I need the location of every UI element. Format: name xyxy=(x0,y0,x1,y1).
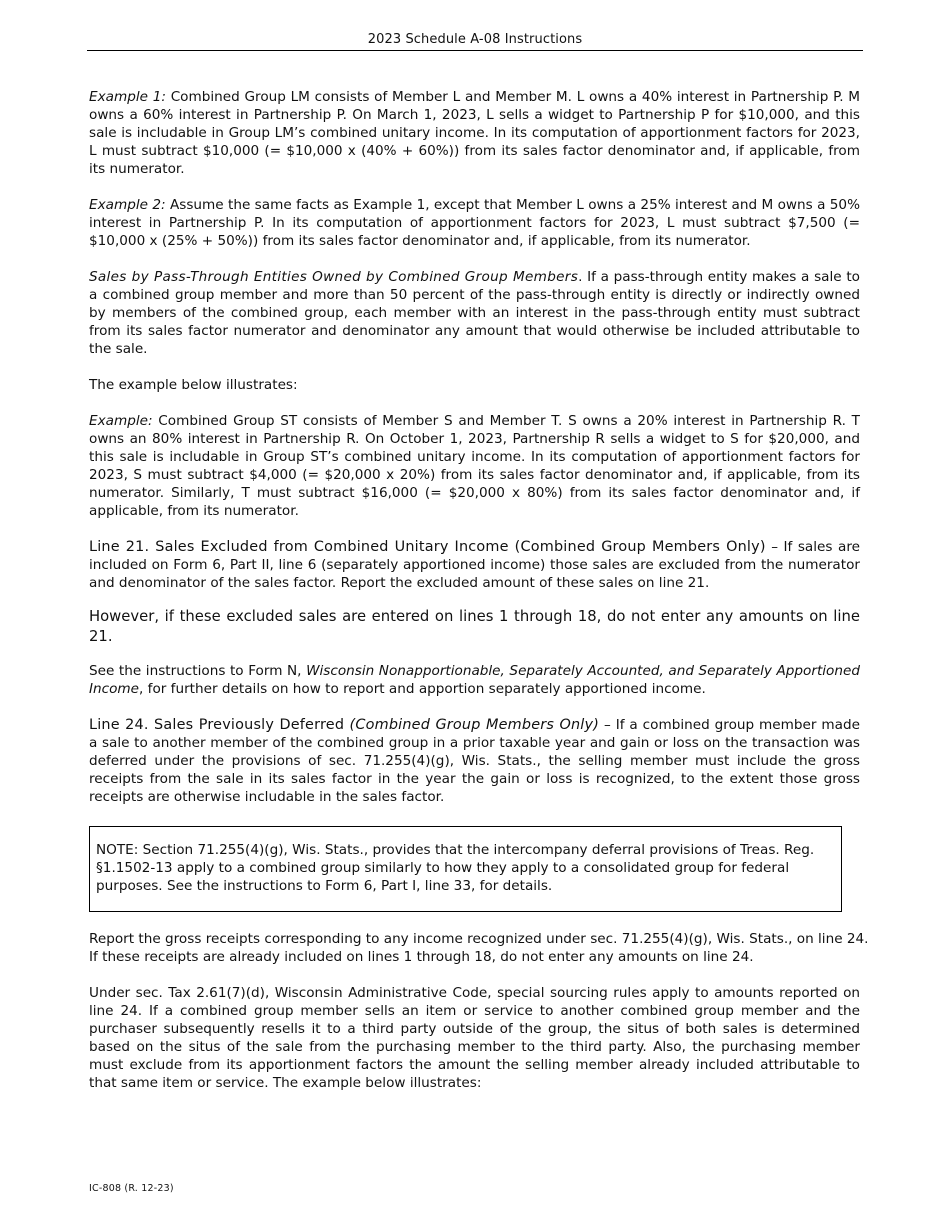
example-1-label: Example 1: xyxy=(89,89,166,105)
note-text: NOTE: Section 71.255(4)(g), Wis. Stats., provides that the intercompany deferral provisions of Treas. Reg. §1.1502-13 apply to a combined group similarly to how they apply to a consolidated group for federal purposes. See the instructions to Form 6, Part I, line 33, for details. xyxy=(96,842,815,894)
example-1-text: Combined Group LM consists of Member L and Member M. L owns a 40% interest in Partnership P. M owns a 60% interest in Partnership P. On March 1, 2023, L sells a widget to Partnership P for $10,000, and this sale is includable in Group LM’s combined unitary income. In its computation of apportionment factors for 2023, L must subtract $10,000 (= $10,000 x (40% + 60%)) from its sales factor denominator and, if applicable, from its numerator. xyxy=(89,89,861,177)
document-body xyxy=(89,88,869,1092)
example-2-text: Assume the same facts as Example 1, except that Member L owns a 25% interest and M owns a 50% interest in Partnership P. In its computation of apportionment factors for 2023, L must subtract $7,500 (= $10,000 x (25% + 50%)) from its sales factor denominator and, if applicable, from its numerator. xyxy=(89,197,860,249)
line-21-text: – If sales are included on Form 6, Part II, line 6 (separately apportioned income) those sales are excluded from the numerator and denominator of the sales factor. Report the excluded amount of these sales on line 21. xyxy=(89,539,861,591)
pass-through-paragraph xyxy=(89,268,860,358)
form-n-paragraph xyxy=(89,662,860,698)
pass-through-heading: Sales by Pass-Through Entities Owned by Combined Group Members xyxy=(89,269,579,285)
line-24-heading-italic: (Combined Group Members Only) xyxy=(349,717,600,733)
line-21-heading: Line 21. Sales Excluded from Combined Unitary Income (Combined Group Members Only) xyxy=(89,539,766,555)
example-3-paragraph xyxy=(89,412,860,520)
however-paragraph: However, if these excluded sales are entered on lines 1 through 18, do not enter any amounts on line 21. xyxy=(89,608,860,645)
example-1-paragraph xyxy=(89,88,860,178)
line-24-paragraph xyxy=(89,716,860,806)
header-divider xyxy=(87,50,863,51)
form-n-title: Wisconsin Nonapportionable, Separately Accounted, and Separately Apportioned Income xyxy=(89,663,860,697)
form-n-before: See the instructions to Form N, xyxy=(89,663,307,679)
page-header-title: 2023 Schedule A-08 Instructions xyxy=(367,32,583,47)
under-sec-paragraph: Under sec. Tax 2.61(7)(d), Wisconsin Administrative Code, special sourcing rules apply to amounts reported on line 24. If a combined group member sells an item or service to another combined group member and the purchaser subsequently resells it to a third party outside of the group, the situs of both sales is determined based on the situs of the sale from the purchasing member to the third party. Also, the purchasing member must exclude from its apportionment factors the amount the selling member already included attributable to that same item or service. The example below illustrates: xyxy=(89,985,860,1091)
line-24-text: – If a combined group member made a sale to another member of the combined group in a prior taxable year and gain or loss on the transaction was deferred under the provisions of sec. 71.255(4)(g), Wis. Stats., the selling member must include the gross receipts from the sale in its sales factor in the year the gain or loss is recognized, to the extent those gross receipts are otherwise includable in the sales factor. xyxy=(89,717,860,805)
form-footer-code: IC-808 (R. 12-23) xyxy=(89,1183,174,1194)
pass-through-text: . If a pass-through entity makes a sale to a combined group member and more than 50 percent of the pass-through entity is directly or indirectly owned by members of the combined group, each member with an interest in the pass-through entity must subtract from its sales factor numerator and denominator any amount that would otherwise be included attributable to the sale. xyxy=(89,269,860,357)
example-3-label: Example: xyxy=(89,413,153,429)
example-2-label: Example 2: xyxy=(89,197,166,213)
line-21-paragraph xyxy=(89,538,860,592)
illustrates-intro: The example below illustrates: xyxy=(89,377,298,393)
example-2-paragraph xyxy=(89,196,860,250)
form-n-after: , for further details on how to report and apportion separately apportioned income. xyxy=(139,681,706,697)
example-3-text: Combined Group ST consists of Member S and Member T. S owns a 20% interest in Partnership R. T owns an 80% interest in Partnership R. On October 1, 2023, Partnership R sells a widget to S for $20,000, and this sale is includable in Group ST’s combined unitary income. In its computation of apportionment factors for 2023, S must subtract $4,000 (= $20,000 x 20%) from its sales factor denominator and, if applicable, from its numerator. Similarly, T must subtract $16,000 (= $20,000 x 80%) from its sales factor denominator and, if applicable, from its numerator. xyxy=(89,413,860,519)
report-gross-paragraph: Report the gross receipts corresponding to any income recognized under sec. 71.255(4)(g), Wis. Stats., on line 24. If these receipts are already included on lines 1 through 18, do not enter any amounts on line 24. xyxy=(89,931,869,965)
line-24-heading: Line 24. Sales Previously Deferred xyxy=(89,717,350,733)
note-box xyxy=(89,826,842,912)
